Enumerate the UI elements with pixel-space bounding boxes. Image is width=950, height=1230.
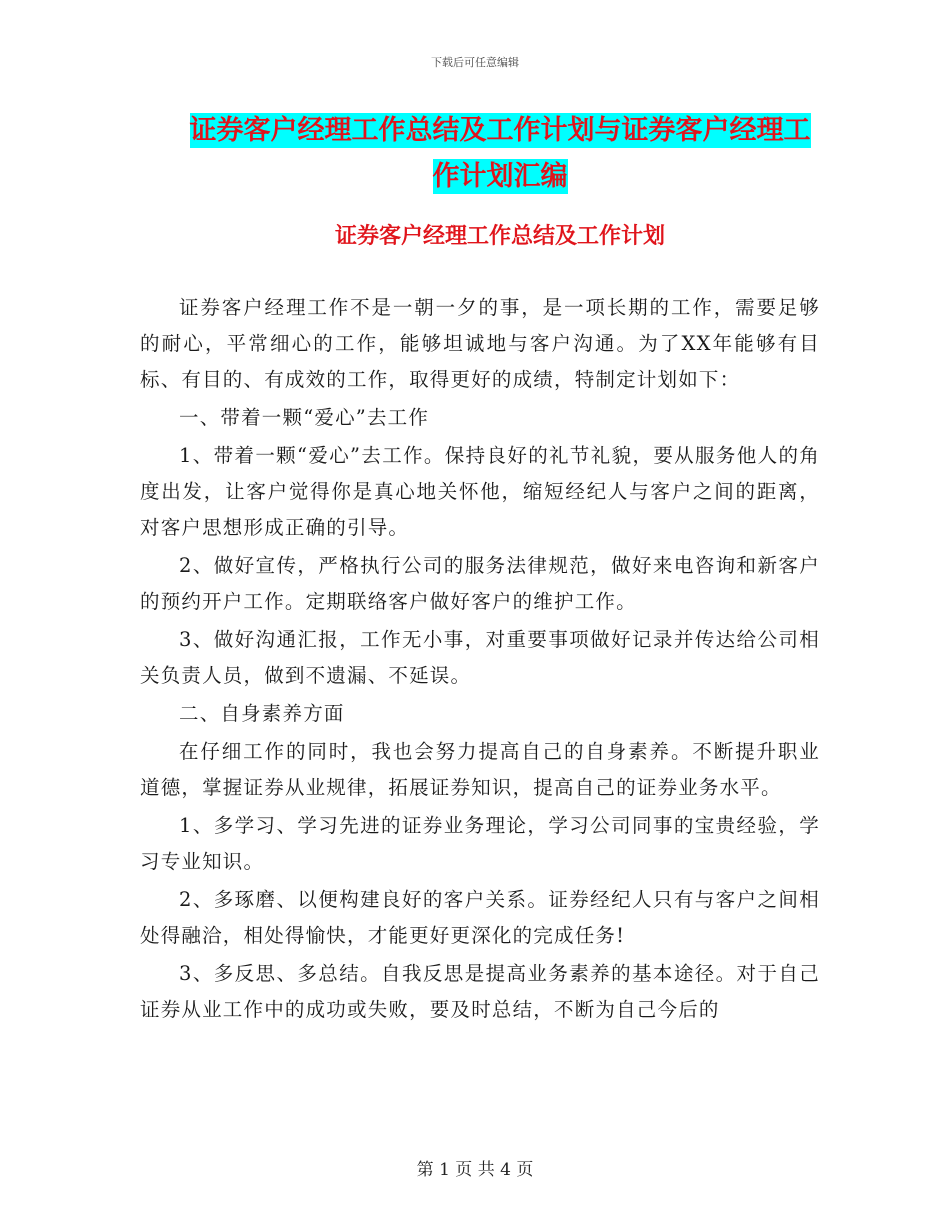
document-title [140,108,860,200]
paragraph: 一、带着一颗“爱心”去工作 [179,406,430,429]
paragraph: 二、自身素养方面 [179,702,345,725]
page-header-note: 下载后可任意编辑 [431,56,519,69]
paragraph: 3、做好沟通汇报，工作无小事，对重要事项做好记录并传达给公司相关负责人员，做到不遗漏、不延误。 [140,628,820,687]
paragraph: 1、多学习、学习先进的证券业务理论，学习公司同事的宝贵经验，学习专业知识。 [140,814,820,873]
paragraph: 证券客户经理工作不是一朝一夕的事，是一项长期的工作，需要足够的耐心，平常细心的工作，能够坦诚地与客户沟通。为了XX年能够有目标、有目的、有成效的工作，取得更好的成绩，特制定计划如下： [140,296,820,391]
page-number: 第 1 页 共 4 页 [416,1160,534,1180]
title-line-1: 证券客户经理工作总结及工作计划与证券客户经理工 [189,115,811,146]
paragraph: 2、多琢磨、以便构建良好的客户关系。证券经纪人只有与客户之间相处得融洽，相处得愉快，才能更好更深化的完成任务! [140,888,820,947]
paragraph: 在仔细工作的同时，我也会努力提高自己的自身素养。不断提升职业道德，掌握证券从业规律，拓展证券知识，提高自己的证券业务水平。 [140,740,820,799]
paragraph: 1、带着一颗“爱心”去工作。保持良好的礼节礼貌，要从服务他人的角度出发，让客户觉得你是真心地关怀他，缩短经纪人与客户之间的距离，对客户思想形成正确的引导。 [140,444,820,539]
paragraph: 3、多反思、多总结。自我反思是提高业务素养的基本途径。对于自己证券从业工作中的成功或失败，要及时总结，不断为自己今后的 [140,962,820,1021]
title-line-2: 作计划汇编 [432,161,568,192]
body-text [140,290,820,1030]
section-title: 证券客户经理工作总结及工作计划 [334,224,665,249]
paragraph: 2、做好宣传，严格执行公司的服务法律规范，做好来电咨询和新客户的预约开户工作。定期联络客户做好客户的维护工作。 [140,554,820,613]
